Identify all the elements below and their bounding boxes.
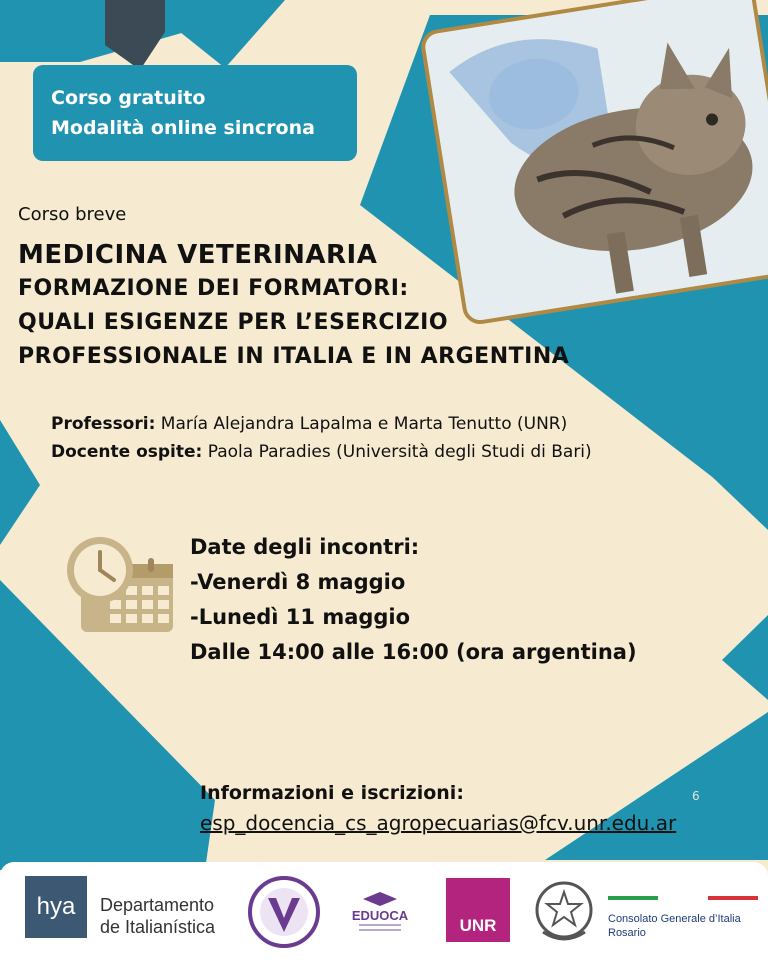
consolato-line-1: Consolato Generale d’Italia xyxy=(608,913,741,925)
schedule-time: Dalle 14:00 alle 16:00 (ora argentina) xyxy=(190,640,637,664)
course-kicker: Corso breve xyxy=(18,204,127,225)
schedule-date-1: -Venerdì 8 maggio xyxy=(190,570,406,594)
italian-flag-bar xyxy=(608,896,758,900)
professors-label: Professori: xyxy=(51,414,156,434)
contact-email-link[interactable]: esp_docencia_cs_agropecuarias@fcv.unr.edu.ar xyxy=(200,811,677,835)
contact-block xyxy=(200,778,676,838)
title-line-1: MEDICINA VETERINARIA xyxy=(18,240,378,270)
teachers-block xyxy=(51,410,592,466)
faculty-seal-logo xyxy=(248,876,320,948)
clock-calendar-icon xyxy=(66,534,176,634)
unr-logo: UNR xyxy=(446,878,510,942)
title-line-2: FORMAZIONE DEI FORMATORI: xyxy=(18,276,409,301)
svg-text:EDUOCA: EDUOCA xyxy=(351,908,409,923)
dept-name xyxy=(100,894,215,938)
eduoca-logo xyxy=(345,890,415,936)
badge-free-course: Corso gratuito xyxy=(51,87,206,109)
badge-online-mode: Modalità online sincrona xyxy=(51,117,315,139)
consolato-logo xyxy=(608,896,758,940)
italy-emblem-logo xyxy=(533,880,595,944)
schedule-block xyxy=(190,530,637,670)
title-line-3: QUALI ESIGENZE PER L’ESERCIZIO xyxy=(18,310,449,335)
dept-line-2: de Italianística xyxy=(100,917,216,937)
guest-label: Docente ospite: xyxy=(51,442,203,462)
professors-names: María Alejandra Lapalma e Marta Tenutto (UNR) xyxy=(160,414,568,434)
schedule-heading: Date degli incontri: xyxy=(190,535,420,559)
dept-line-1: Departamento xyxy=(100,895,215,915)
guest-name: Paola Paradies (Università degli Studi di Bari) xyxy=(207,442,592,462)
course-badge xyxy=(33,65,357,161)
title-line-4: PROFESSIONALE IN ITALIA E IN ARGENTINA xyxy=(18,344,570,369)
sponsor-footer xyxy=(0,862,768,960)
contact-label: Informazioni e iscrizioni: xyxy=(200,782,464,804)
hya-logo: hya xyxy=(25,876,87,938)
schedule-date-2: -Lunedì 11 maggio xyxy=(190,605,411,629)
course-title xyxy=(18,238,569,374)
consolato-line-2: Rosario xyxy=(608,927,646,939)
page-number: 6 xyxy=(692,789,700,803)
